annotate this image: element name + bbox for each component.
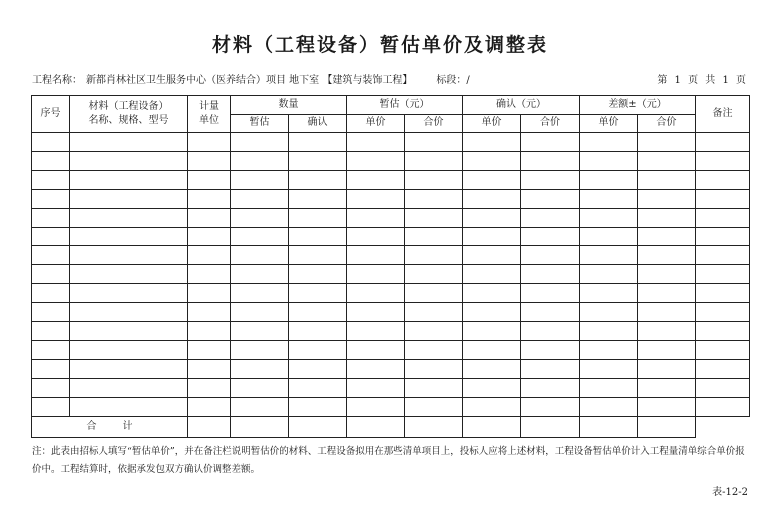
table-cell — [32, 189, 70, 208]
table-cell — [188, 151, 231, 170]
table-cell — [188, 265, 231, 284]
table-row — [32, 360, 750, 379]
table-cell — [580, 227, 638, 246]
table-cell — [289, 303, 347, 322]
header-quantity: 数量 — [231, 96, 347, 115]
table-cell — [231, 170, 289, 189]
table-cell — [289, 322, 347, 341]
table-cell — [32, 303, 70, 322]
table-cell — [70, 284, 188, 303]
table-cell — [638, 379, 696, 398]
table-cell — [289, 397, 347, 416]
table-cell — [32, 284, 70, 303]
table-cell — [638, 208, 696, 227]
table-cell — [188, 379, 231, 398]
table-cell — [580, 189, 638, 208]
table-cell — [521, 379, 580, 398]
table-cell — [638, 189, 696, 208]
table-row — [32, 151, 750, 170]
table-row — [32, 227, 750, 246]
table-cell — [521, 246, 580, 265]
table-cell — [32, 132, 70, 151]
table-cell — [347, 265, 405, 284]
table-cell — [463, 189, 521, 208]
table-cell — [638, 170, 696, 189]
table-cell — [347, 246, 405, 265]
table-cell — [463, 341, 521, 360]
table-cell — [32, 397, 70, 416]
table-cell — [347, 208, 405, 227]
table-cell — [347, 379, 405, 398]
table-cell — [405, 151, 463, 170]
table-cell — [188, 189, 231, 208]
table-cell — [696, 151, 750, 170]
table-cell — [231, 208, 289, 227]
table-cell — [70, 303, 188, 322]
table-cell — [32, 265, 70, 284]
table-cell — [580, 360, 638, 379]
table-cell — [289, 360, 347, 379]
table-cell — [696, 303, 750, 322]
total-cell — [521, 416, 580, 437]
table-cell — [231, 265, 289, 284]
header-material-line2: 名称、规格、型号 — [88, 114, 169, 126]
table-cell — [188, 284, 231, 303]
table-cell — [289, 132, 347, 151]
table-cell — [405, 189, 463, 208]
table-cell — [521, 397, 580, 416]
section-label: 标段：/ — [436, 75, 470, 86]
table-cell — [405, 227, 463, 246]
table-cell — [521, 132, 580, 151]
footnote: 注：此表由招标人填写“暂估单价”，并在备注栏说明暂估价的材料、工程设备拟用在那些清单项目上，投标人应将上述材料，工程设备暂估单价计入工程量清单综合单价报价中。工程结算时，依据承发包双方确认价调整差额。 — [32, 446, 745, 475]
table-cell — [347, 132, 405, 151]
table-cell — [70, 132, 188, 151]
table-cell — [32, 360, 70, 379]
table-cell — [32, 341, 70, 360]
table-cell — [696, 189, 750, 208]
table-cell — [463, 379, 521, 398]
table-cell — [405, 170, 463, 189]
header-diff-unit-price: 单价 — [580, 114, 638, 132]
table-cell — [289, 151, 347, 170]
table-row — [32, 322, 750, 341]
table-cell — [231, 151, 289, 170]
table-cell — [70, 208, 188, 227]
table-cell — [405, 322, 463, 341]
table-cell — [231, 303, 289, 322]
table-cell — [463, 360, 521, 379]
table-cell — [347, 303, 405, 322]
table-row — [32, 132, 750, 151]
header-estimate-total-price: 合价 — [405, 114, 463, 132]
table-cell — [696, 227, 750, 246]
table-cell — [231, 227, 289, 246]
table-cell — [696, 341, 750, 360]
table-cell — [696, 397, 750, 416]
table-cell — [405, 360, 463, 379]
table-cell — [289, 170, 347, 189]
table-cell — [405, 341, 463, 360]
table-cell — [347, 227, 405, 246]
table-cell — [188, 397, 231, 416]
table-cell — [405, 303, 463, 322]
table-cell — [347, 151, 405, 170]
table-cell — [70, 265, 188, 284]
table-row — [32, 246, 750, 265]
table-cell — [696, 284, 750, 303]
table-cell — [696, 265, 750, 284]
table-cell — [289, 246, 347, 265]
table-cell — [405, 208, 463, 227]
total-row — [32, 416, 750, 437]
header-unit-line1: 计量 — [199, 100, 219, 112]
table-cell — [580, 397, 638, 416]
form-number: 表-12-2 — [712, 487, 748, 498]
project-label: 工程名称： — [32, 75, 82, 86]
table-cell — [347, 397, 405, 416]
table-cell — [32, 227, 70, 246]
table-cell — [231, 284, 289, 303]
total-cell — [231, 416, 289, 437]
table-cell — [521, 303, 580, 322]
table-row — [32, 189, 750, 208]
material-price-table — [31, 95, 750, 438]
table-cell — [405, 132, 463, 151]
table-cell — [463, 284, 521, 303]
table-cell — [347, 189, 405, 208]
table-cell — [289, 265, 347, 284]
table-cell — [231, 189, 289, 208]
table-cell — [289, 379, 347, 398]
page-title: 材料（工程设备）暂估单价及调整表 — [211, 34, 548, 56]
table-cell — [188, 341, 231, 360]
table-cell — [638, 284, 696, 303]
total-cell — [347, 416, 405, 437]
header-diff-total-price: 合价 — [638, 114, 696, 132]
total-label: 合计 — [32, 416, 188, 437]
table-cell — [188, 246, 231, 265]
table-cell — [521, 170, 580, 189]
table-cell — [580, 265, 638, 284]
table-cell — [231, 360, 289, 379]
table-cell — [638, 397, 696, 416]
table-cell — [521, 284, 580, 303]
header-qty-estimate: 暂估 — [231, 114, 289, 132]
header-estimate-unit-price: 单价 — [347, 114, 405, 132]
table-cell — [32, 208, 70, 227]
table-cell — [638, 132, 696, 151]
table-cell — [638, 265, 696, 284]
table-row — [32, 284, 750, 303]
table-cell — [231, 132, 289, 151]
table-cell — [463, 170, 521, 189]
total-cell — [289, 416, 347, 437]
table-row — [32, 341, 750, 360]
table-cell — [638, 360, 696, 379]
table-cell — [638, 303, 696, 322]
header-material-line1: 材料（工程设备） — [88, 100, 169, 112]
header-material — [70, 96, 188, 133]
table-cell — [347, 360, 405, 379]
header-unit — [188, 96, 231, 133]
table-cell — [580, 246, 638, 265]
header-qty-confirm: 确认 — [289, 114, 347, 132]
table-cell — [70, 397, 188, 416]
header-confirm: 确认（元） — [463, 96, 580, 115]
table-cell — [638, 322, 696, 341]
table-cell — [188, 303, 231, 322]
table-cell — [696, 246, 750, 265]
project-name: 新都肖林社区卫生服务中心（医养结合）项目 地下室 【建筑与装饰工程】 — [86, 75, 413, 86]
table-cell — [32, 170, 70, 189]
table-cell — [580, 322, 638, 341]
table-cell — [70, 360, 188, 379]
table-row — [32, 397, 750, 416]
table-cell — [32, 322, 70, 341]
table-cell — [32, 246, 70, 265]
header-row-1 — [32, 96, 750, 115]
total-cell — [405, 416, 463, 437]
table-cell — [70, 189, 188, 208]
table-cell — [70, 151, 188, 170]
table-cell — [463, 208, 521, 227]
table-cell — [405, 397, 463, 416]
table-cell — [521, 265, 580, 284]
table-cell — [70, 246, 188, 265]
total-cell — [638, 416, 696, 437]
table-cell — [521, 151, 580, 170]
table-cell — [696, 208, 750, 227]
table-cell — [70, 341, 188, 360]
table-row — [32, 379, 750, 398]
table-cell — [696, 170, 750, 189]
table-cell — [580, 151, 638, 170]
table-cell — [463, 227, 521, 246]
page-indicator: 第 1 页 共 1 页 — [657, 75, 746, 86]
header-seq: 序号 — [32, 96, 70, 133]
header-remark: 备注 — [696, 96, 750, 133]
table-cell — [405, 379, 463, 398]
table-cell — [580, 379, 638, 398]
table-cell — [638, 227, 696, 246]
table-cell — [638, 341, 696, 360]
table-cell — [463, 132, 521, 151]
table-cell — [463, 151, 521, 170]
table-cell — [347, 322, 405, 341]
table-cell — [580, 284, 638, 303]
table-cell — [463, 322, 521, 341]
table-cell — [463, 303, 521, 322]
total-cell — [463, 416, 521, 437]
table-cell — [580, 132, 638, 151]
table-cell — [696, 379, 750, 398]
table-cell — [521, 227, 580, 246]
table-cell — [289, 341, 347, 360]
table-cell — [405, 246, 463, 265]
table-cell — [289, 208, 347, 227]
table-cell — [405, 265, 463, 284]
table-cell — [188, 132, 231, 151]
table-cell — [521, 189, 580, 208]
table-cell — [231, 246, 289, 265]
table-cell — [231, 322, 289, 341]
table-cell — [521, 341, 580, 360]
table-cell — [463, 265, 521, 284]
total-cell — [580, 416, 638, 437]
table-cell — [580, 303, 638, 322]
table-cell — [580, 341, 638, 360]
table-cell — [347, 170, 405, 189]
table-cell — [188, 322, 231, 341]
table-cell — [289, 284, 347, 303]
table-cell — [696, 132, 750, 151]
table-cell — [32, 379, 70, 398]
table-cell — [70, 227, 188, 246]
table-cell — [347, 284, 405, 303]
table-cell — [638, 246, 696, 265]
table-cell — [188, 208, 231, 227]
table-cell — [188, 170, 231, 189]
header-estimate: 暂估（元） — [347, 96, 463, 115]
table-cell — [463, 246, 521, 265]
table-cell — [638, 151, 696, 170]
table-cell — [347, 341, 405, 360]
table-cell — [231, 379, 289, 398]
table-row — [32, 265, 750, 284]
table-row — [32, 208, 750, 227]
table-cell — [188, 360, 231, 379]
table-cell — [188, 227, 231, 246]
table-cell — [289, 227, 347, 246]
table-row — [32, 303, 750, 322]
table-cell — [289, 189, 347, 208]
header-unit-line2: 单位 — [199, 114, 219, 126]
table-cell — [580, 170, 638, 189]
table-cell — [580, 208, 638, 227]
header-confirm-total-price: 合价 — [521, 114, 580, 132]
table-cell — [696, 360, 750, 379]
table-row — [32, 170, 750, 189]
table-cell — [463, 397, 521, 416]
table-cell — [521, 208, 580, 227]
table-cell — [70, 379, 188, 398]
table-cell — [70, 170, 188, 189]
header-confirm-unit-price: 单价 — [463, 114, 521, 132]
total-cell — [188, 416, 231, 437]
table-cell — [696, 322, 750, 341]
table-cell — [231, 341, 289, 360]
table-cell — [231, 397, 289, 416]
header-diff: 差额±（元） — [580, 96, 696, 115]
table-cell — [32, 151, 70, 170]
table-cell — [521, 360, 580, 379]
table-cell — [521, 322, 580, 341]
table-cell — [405, 284, 463, 303]
table-cell — [70, 322, 188, 341]
project-info — [32, 71, 474, 86]
